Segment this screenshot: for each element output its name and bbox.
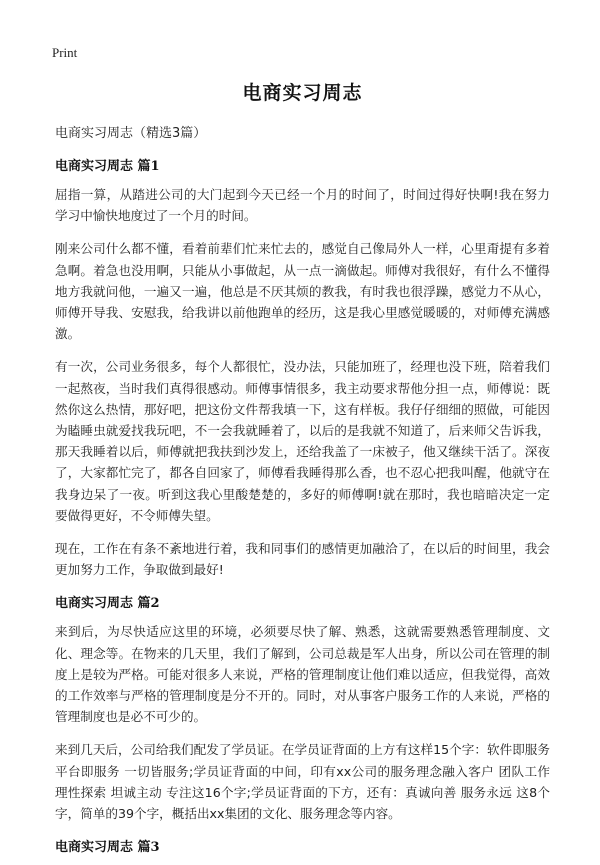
document-page: [55, 78, 550, 865]
paragraph: 来到几天后，公司给我们配发了学员证。在学员证背面的上方有这样15个字：软件即服务 平台即服务 一切皆服务;学员证背面的中间，印有xx公司的服务理念融入客户 团队工作 理性探索 坦诚主动 专注这16个字;学员证背面的下方，还有：真诚向善 服务永远 这8个字，简单的39个字，概括出xx集团的文化、服务理念等内容。: [55, 742, 550, 822]
document-subtitle: 电商实习周志（精选3篇）: [55, 126, 207, 141]
section-heading: 电商实习周志 篇3: [55, 840, 160, 856]
section-heading: 电商实习周志 篇1: [55, 159, 160, 174]
section-1: [55, 155, 550, 580]
section-2: [55, 592, 550, 824]
section-heading: 电商实习周志 篇2: [55, 596, 160, 612]
paragraph: 刚来公司什么都不懂，看着前辈们忙来忙去的，感觉自己像局外人一样，心里甭提有多着急啊。着急也没用啊，只能从小事做起，从一点一滴做起。师傅对我很好，有什么不懂得地方我就问他，一遍又一遍，他总是不厌其烦的教我，有时我也很浮躁，感觉力不从心，师傅开导我、安慰我，给我讲以前他跑单的经历，这是我心里感觉暖暖的，对师傅充满感激。: [55, 241, 550, 342]
print-link[interactable]: Print: [52, 45, 78, 60]
page-title: 电商实习周志: [242, 82, 363, 104]
paragraph: 有一次，公司业务很多，每个人都很忙，没办法，只能加班了，经理也没下班，陪着我们一起熬夜，当时我们真得很感动。师傅事情很多，我主动要求帮他分担一点，师傅说：既然你这么热情，那好吧，把这份文件帮我填一下，这有样板。我仔仔细细的照做，可能因为瞌睡虫就爱找我玩吧，不一会我就睡着了，以后的是我就不知道了，后来师父告诉我，那天我睡着以后，师傅就把我扶到沙发上，还给我盖了一床被子，他又继续干活了。深夜了，大家都忙完了，都各自回家了，师傅看我睡得那么香，也不忍心把我叫醒，他就守在我身边呆了一夜。听到这我心里酸楚楚的，多好的师傅啊!就在那时，我也暗暗决定一定要做得更好，不令师傅失望。: [55, 359, 550, 523]
section-3: [55, 836, 550, 855]
paragraph: 屈指一算，从踏进公司的大门起到今天已经一个月的时间了，时间过得好快啊!我在努力学习中愉快地度过了一个月的时间。: [55, 187, 550, 224]
paragraph: 来到后，为尽快适应这里的环境，必须要尽快了解、熟悉，这就需要熟悉管理制度、文化、理念等。在物来的几天里，我们了解到，公司总裁是军人出身，所以公司在管理的制度上是较为严格。可能对很多人来说，严格的管理制度让他们难以适应，但我觉得，高效的工作效率与严格的管理制度是分不开的。同时，对从事客户服务工作的人来说，严格的管理制度也是必不可少的。: [55, 624, 550, 725]
paragraph: 现在，工作在有条不紊地进行着，我和同事们的感情更加融洽了，在以后的时间里，我会更加努力工作，争取做到最好!: [55, 541, 550, 578]
